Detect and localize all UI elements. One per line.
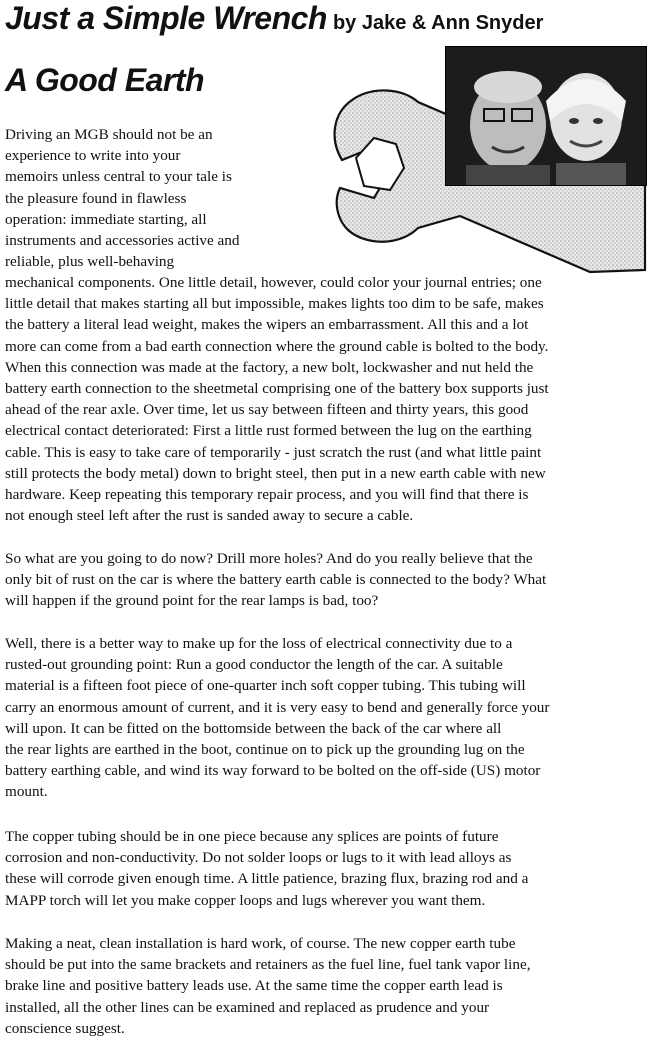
- text-line: When this connection was made at the factory, a new bolt, lockwasher and nut held the: [5, 358, 534, 376]
- paragraph-5: [5, 933, 655, 1039]
- article-title: A Good Earth: [5, 62, 205, 98]
- paragraph-2: [5, 548, 655, 612]
- text-line: corrosion and non-conductivity. Do not solder loops or lugs to it with lead alloys as: [5, 849, 512, 867]
- text-line: only bit of rust on the car is where the battery earth cable is connected to the body? What: [5, 571, 547, 589]
- text-line: The copper tubing should be in one piece because any splices are points of future: [5, 828, 499, 845]
- text-line: rusted-out grounding point: Run a good conductor the length of the car. A suitable: [5, 656, 503, 674]
- text-line: the pleasure found in flawless: [5, 189, 187, 207]
- text-line: still protects the body metal) down to bright steel, then put in a new earth cable with new: [5, 464, 546, 482]
- author-photo: [445, 46, 647, 186]
- text-line: not enough steel left after the rust is sanded away to secure a cable.: [5, 507, 414, 525]
- text-line: the battery a literal lead weight, makes the wipers an embarrassment. All this and a lot: [5, 316, 529, 334]
- text-line: mechanical components. One little detail, however, could color your journal entries; one: [5, 274, 542, 291]
- text-line: So what are you going to do now? Drill more holes? And do you really believe that the: [5, 550, 533, 567]
- text-line: Driving an MGB should not be an: [5, 126, 213, 143]
- text-line: reliable, plus well-behaving: [5, 253, 175, 271]
- text-line: these will corrode given enough time. A little patience, brazing flux, brazing rod and a: [5, 870, 529, 888]
- text-line: memoirs unless central to your tale is: [5, 168, 232, 186]
- text-line: will happen if the ground point for the rear lamps is bad, too?: [5, 592, 379, 610]
- byline: by Jake & Ann Snyder: [332, 12, 544, 34]
- text-line: carry an enormous amount of current, and it is very easy to bend and generally force your: [5, 698, 550, 716]
- text-line: more can come from a bad earth connection where the ground cable is bolted to the body.: [5, 337, 549, 355]
- text-line: little detail that makes starting all but impossible, makes lights too dim to be safe, makes: [5, 295, 544, 313]
- text-line: mount.: [5, 783, 48, 801]
- text-line: the rear lights are earthed in the boot, continue on to pick up the grounding lug on the: [5, 741, 525, 759]
- paragraph-1: [5, 272, 655, 526]
- text-line: operation: immediate starting, all: [5, 210, 207, 228]
- text-line: Making a neat, clean installation is hard work, of course. The new copper earth tube: [5, 935, 516, 952]
- text-line: should be put into the same brackets and retainers as the fuel line, fuel tank vapor line,: [5, 956, 531, 974]
- text-line: installed, all the other lines can be examined and replaced as prudence and your: [5, 998, 490, 1016]
- text-line: electrical contact deteriorated: First a little rust formed between the lug on the earthing: [5, 422, 532, 440]
- text-line: conscience suggest.: [5, 1019, 125, 1037]
- text-line: MAPP torch will let you make copper loops and lugs wherever you want them.: [5, 891, 486, 909]
- text-line: instruments and accessories active and: [5, 232, 240, 250]
- column-header: [5, 0, 543, 37]
- text-line: ahead of the rear axle. Over time, let us say between fifteen and thirty years, this good: [5, 401, 529, 419]
- text-line: material is a fifteen foot piece of one-quarter inch soft copper tubing. This tubing will: [5, 677, 526, 695]
- text-line: battery earthing cable, and wind its way forward to be bolted on the off-side (US) motor: [5, 762, 541, 780]
- column-title: Just a Simple Wrench: [5, 0, 327, 36]
- text-line: cable. This is easy to take care of temporarily - just scratch the rust (and what little paint: [5, 443, 542, 461]
- text-line: battery earth connection to the sheetmetal comprising one of the battery box supports just: [5, 380, 549, 398]
- text-line: experience to write into your: [5, 147, 181, 165]
- paragraph-4: [5, 826, 655, 911]
- intro-text: [5, 124, 295, 272]
- text-line: hardware. Keep repeating this temporary repair process, and you will find that there is: [5, 486, 529, 504]
- text-line: Well, there is a better way to make up for the loss of electrical connectivity due to a: [5, 635, 513, 652]
- text-line: brake line and positive battery leads use. At the same time the copper earth lead is: [5, 977, 503, 995]
- text-line: will upon. It can be fitted on the bottomside between the back of the car where all: [5, 719, 502, 737]
- paragraph-3: [5, 633, 655, 803]
